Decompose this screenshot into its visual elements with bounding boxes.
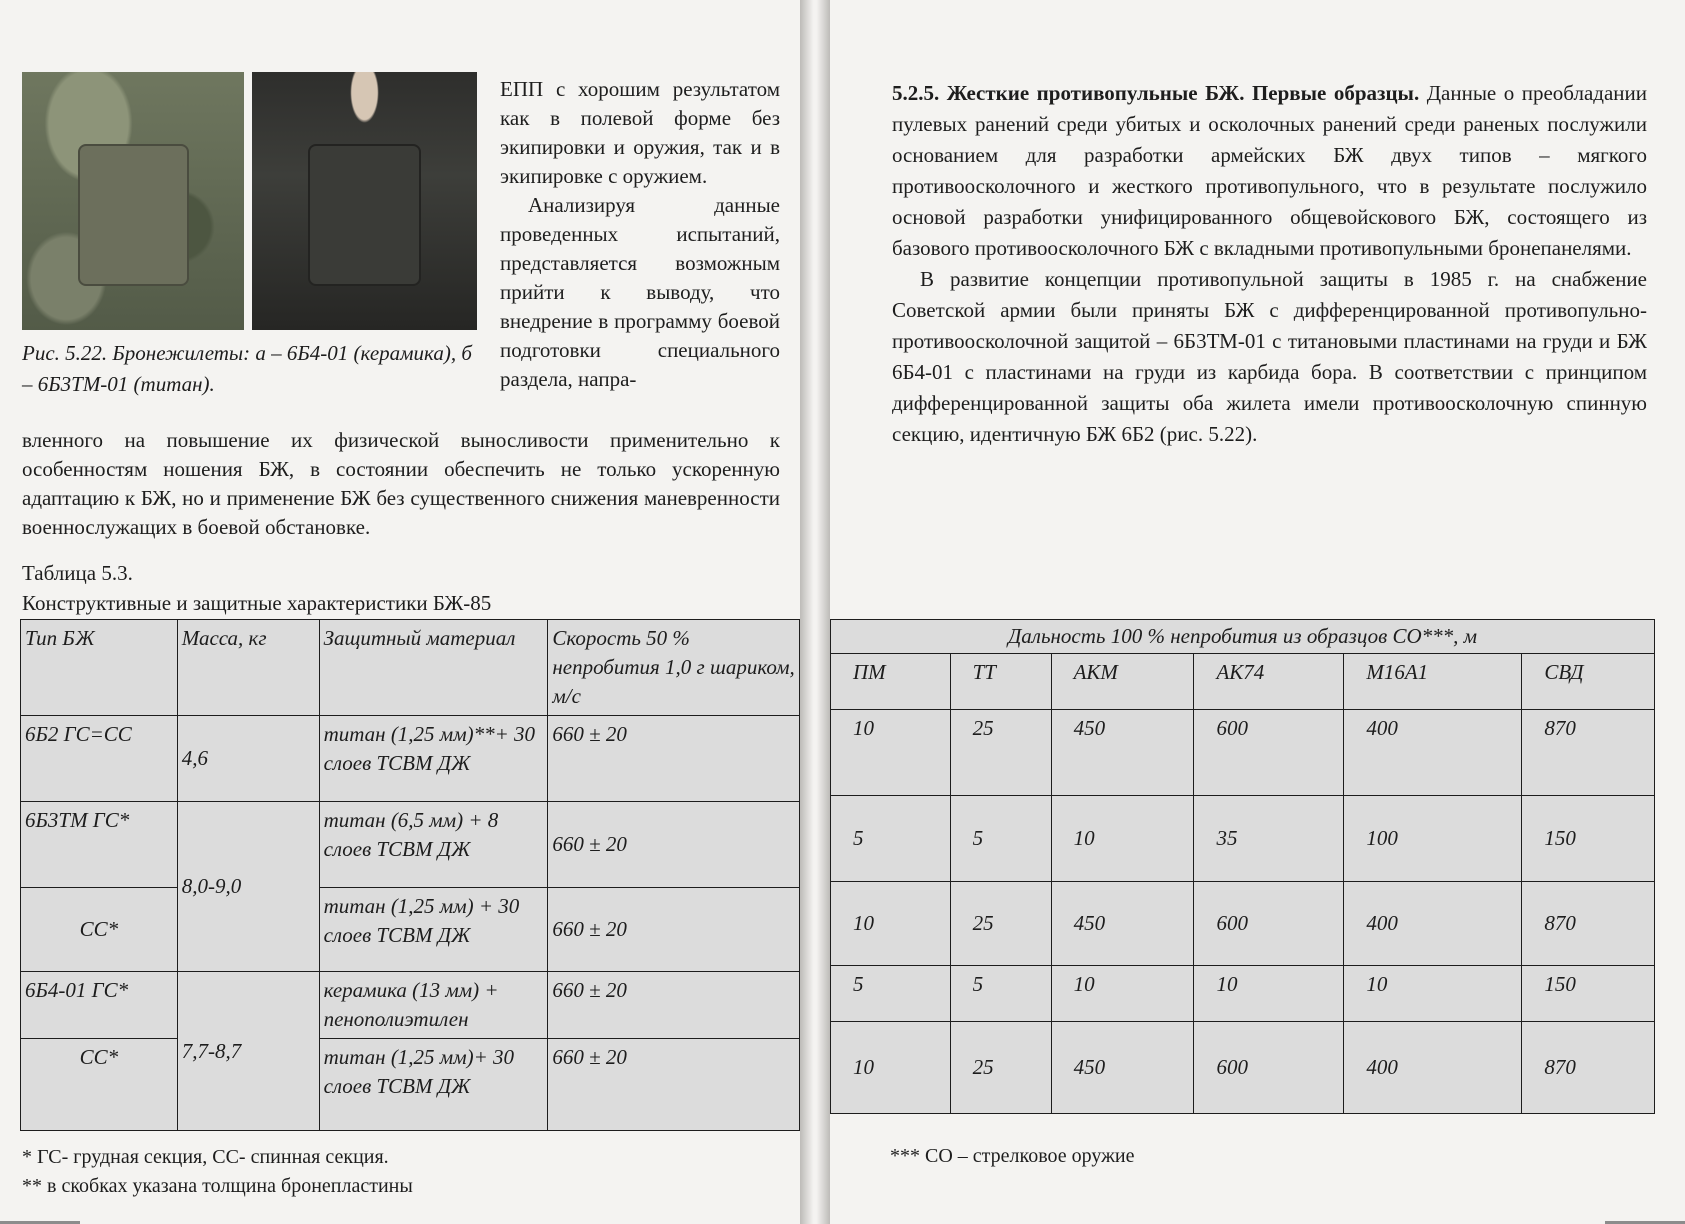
table-cell: 10 [831, 1022, 951, 1114]
table-cell: 450 [1051, 1022, 1194, 1114]
table-cell: 660 ± 20 [548, 802, 800, 888]
photo-vest-6b4-01 [22, 72, 244, 330]
footnote: *** СО – стрелковое оружие [890, 1145, 1135, 1167]
table-cell: 450 [1051, 710, 1194, 796]
table-cell: 10 [831, 710, 951, 796]
table-cell: 660 ± 20 [548, 716, 800, 802]
table-cell: 35 [1194, 796, 1344, 882]
table-header: М16А1 [1344, 654, 1522, 710]
table-cell: 10 [1344, 966, 1522, 1022]
table-cell: 660 ± 20 [548, 888, 800, 972]
table-cell: 870 [1522, 882, 1655, 966]
book-gutter [800, 0, 830, 1224]
table-cell: 6Б2 ГС=СС [21, 716, 178, 802]
paragraph: В развитие концепции противопульной защиты в 1985 г. на снабжение Советской армии были приняты БЖ с дифференцированной противопульно-противоосколочной защитой – 6Б3ТМ-01 с титановыми пластинами на груди и БЖ 6Б4-01 с пластинами на груди из карбида бора. В соответствии с принципом дифференцированной защиты оба жилета имели противоосколочную спинную секцию, идентичную БЖ 6Б2 (рис. 5.22). [892, 267, 1647, 446]
table-cell: 5 [831, 796, 951, 882]
table-header: Тип БЖ [21, 620, 178, 716]
table-cell: 5 [950, 796, 1051, 882]
table-cell: 25 [950, 710, 1051, 796]
paragraph: Анализируя данные проведенных испытаний, представляется возможным прийти к выводу, что внедрение в программу боевой подготовки специального раздела, напра- [500, 193, 780, 391]
left-page [0, 0, 800, 1224]
table-cell: 450 [1051, 882, 1194, 966]
table-header: АКМ [1051, 654, 1194, 710]
section-text [892, 78, 1647, 450]
table-cell: титан (1,25 мм)+ 30 слоев ТСВМ ДЖ [319, 1039, 548, 1131]
table-header: Защитный материал [319, 620, 548, 716]
table-cell: СС* [21, 888, 178, 972]
table-cell: 870 [1522, 1022, 1655, 1114]
table-cell: 8,0-9,0 [177, 802, 319, 972]
table-cell: 10 [1051, 796, 1194, 882]
footnote: ** в скобках указана толщина бронепластины [22, 1175, 413, 1197]
table-header: ПМ [831, 654, 951, 710]
table-cell: 660 ± 20 [548, 972, 800, 1039]
table-cell: керамика (13 мм) + пенополиэтилен [319, 972, 548, 1039]
table-cell: СС* [21, 1039, 178, 1131]
table-cell: 400 [1344, 710, 1522, 796]
table-cell: 870 [1522, 710, 1655, 796]
section-heading: 5.2.5. Жесткие противопульные БЖ. Первые образцы. [892, 81, 1420, 105]
table-cell: 7,7-8,7 [177, 972, 319, 1131]
table-header: Дальность 100 % непробития из образцов СО***, м [831, 620, 1655, 654]
table-cell: 600 [1194, 1022, 1344, 1114]
paragraph: ЕПП с хорошим результатом как в полевой форме без экипировки и оружия, так и в экипировке с оружием. [500, 77, 780, 188]
table-cell: титан (1,25 мм)**+ 30 слоев ТСВМ ДЖ [319, 716, 548, 802]
table-cell: 660 ± 20 [548, 1039, 800, 1131]
table-cell: 5 [950, 966, 1051, 1022]
table-header: ТТ [950, 654, 1051, 710]
right-page [830, 0, 1685, 1224]
footnote: * ГС- грудная секция, СС- спинная секция. [22, 1146, 389, 1168]
table-cell: 10 [1194, 966, 1344, 1022]
table-cell: 5 [831, 966, 951, 1022]
paragraph [892, 78, 1647, 264]
table-header: Скорость 50 % непробития 1,0 г шариком, м/с [548, 620, 800, 716]
table-cell: титан (6,5 мм) + 8 слоев ТСВМ ДЖ [319, 802, 548, 888]
table-cell: 6Б4-01 ГС* [21, 972, 178, 1039]
table-cell: 600 [1194, 710, 1344, 796]
table-cell: 25 [950, 1022, 1051, 1114]
table-cell: 150 [1522, 966, 1655, 1022]
table-cell: 150 [1522, 796, 1655, 882]
paragraph-continued: вленного на повышение их физической выносливости применительно к особенностям ношения БЖ, в состоянии обеспечить не только ускоренную адаптацию к БЖ, но и применение БЖ без существенного снижения маневренности военнослужащих в боевой обстановке. [22, 428, 780, 539]
table-cell: 6Б3ТМ ГС* [21, 802, 178, 888]
table-cell: 100 [1344, 796, 1522, 882]
table-cell: 10 [1051, 966, 1194, 1022]
paragraph-text: Данные о преобладании пулевых ранений среди убитых и осколочных ранений среди раненых послужили основанием для разработки армейских БЖ двух типов – мягкого противоосколочного и жесткого противопульного, что в результате послужило основой разработки унифицированного общевойскового БЖ, состоящего из базового противоосколочного БЖ с вкладными противопульными бронепанелями. [892, 81, 1647, 260]
table-cell: 400 [1344, 1022, 1522, 1114]
table-cell: титан (1,25 мм) + 30 слоев ТСВМ ДЖ [319, 888, 548, 972]
table-cell: 4,6 [177, 716, 319, 802]
table-cell: 600 [1194, 882, 1344, 966]
table-caption [22, 558, 491, 618]
table-cell: 400 [1344, 882, 1522, 966]
table-header: СВД [1522, 654, 1655, 710]
table-header: Масса, кг [177, 620, 319, 716]
photo-vest-6b3tm-01 [252, 72, 477, 330]
table-label: Таблица 5.3. [22, 561, 133, 585]
table-title: Конструктивные и защитные характеристики БЖ-85 [22, 591, 492, 615]
table-cell: 10 [831, 882, 951, 966]
table-header: АК74 [1194, 654, 1344, 710]
side-column-text [500, 75, 780, 394]
vest-characteristics-table [20, 619, 800, 1131]
table-cell: 25 [950, 882, 1051, 966]
penetration-range-table [830, 619, 1655, 1114]
figure-caption: Рис. 5.22. Бронежилеты: а – 6Б4-01 (керамика), б – 6Б3ТМ-01 (титан). [22, 341, 472, 396]
